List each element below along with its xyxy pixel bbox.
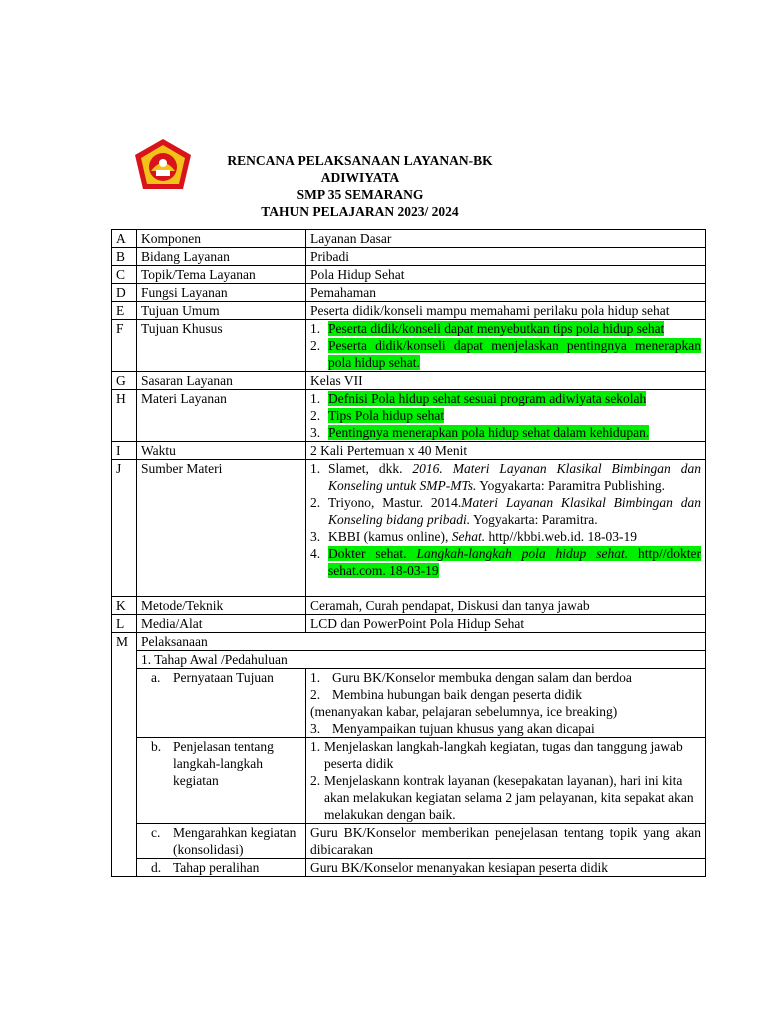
list-item: 3. Pentingnya menerapkan pola hidup sehat dalam kehidupan. xyxy=(310,425,650,440)
row-value: Layanan Dasar xyxy=(306,230,706,248)
row-label: Tujuan Khusus xyxy=(137,320,306,372)
reference-item: 1. Slamet, dkk. 2016. Materi Layanan Klasikal Bimbingan dan Konseling untuk SMP-MTs. Yogyakarta: Paramitra Publishing. xyxy=(310,461,701,493)
row-value: Pemahaman xyxy=(306,284,706,302)
header-school: SMP 35 SEMARANG xyxy=(296,187,424,202)
reference-item: 3. KBBI (kamus online), Sehat. http//kbbi.web.id. 18-03-19 xyxy=(310,529,637,544)
table-row xyxy=(112,266,706,284)
step-value: 1. Menjelaskan langkah-langkah kegiatan, tugas dan tanggung jawab peserta didik 2. Menjelaskann kontrak layanan (kesepakatan layanan), hari ini kita akan melakukan kegiatan selama 2 jam pelayanan, kita sepakat akan melakukan dengan baik. xyxy=(306,738,706,824)
table-row xyxy=(112,230,706,248)
row-key: L xyxy=(112,615,137,633)
step-label: d. Tahap peralihan xyxy=(137,859,306,877)
table-row xyxy=(112,390,706,442)
step-value: Guru BK/Konselor memberikan penejelasan tentang topik yang akan dibicarakan xyxy=(306,824,706,859)
row-label: Tujuan Umum xyxy=(137,302,306,320)
row-label: Fungsi Layanan xyxy=(137,284,306,302)
table-row xyxy=(112,615,706,633)
row-label: Materi Layanan xyxy=(137,390,306,442)
step-label: b. Penjelasan tentang langkah-langkah kegiatan xyxy=(137,738,306,824)
table-row xyxy=(112,669,706,738)
row-label: Waktu xyxy=(137,442,306,460)
row-label: Sasaran Layanan xyxy=(137,372,306,390)
reference-item: 4. Dokter sehat. Langkah-langkah pola hidup sehat. http//dokter sehat.com. 18-03-19 xyxy=(310,546,701,578)
row-value: Ceramah, Curah pendapat, Diskusi dan tanya jawab xyxy=(306,597,706,615)
row-value: Pribadi xyxy=(306,248,706,266)
row-label: Topik/Tema Layanan xyxy=(137,266,306,284)
list-item: 1. Defnisi Pola hidup sehat sesuai program adiwiyata sekolah xyxy=(310,391,647,406)
step-label: c. Mengarahkan kegiatan (konsolidasi) xyxy=(137,824,306,859)
document-header xyxy=(210,152,510,220)
row-value xyxy=(306,460,706,597)
row-label: Pelaksanaan xyxy=(137,633,706,651)
header-title: RENCANA PELAKSANAAN LAYANAN-BK ADIWIYATA xyxy=(227,153,493,185)
row-key: E xyxy=(112,302,137,320)
table-row xyxy=(112,302,706,320)
table-row xyxy=(112,460,706,597)
table-row xyxy=(112,633,706,651)
row-key: H xyxy=(112,390,137,442)
school-logo xyxy=(131,137,195,193)
row-key: M xyxy=(112,633,137,877)
row-value: Peserta didik/konseli mampu memahami perilaku pola hidup sehat xyxy=(306,302,706,320)
step-value: 1. Guru BK/Konselor membuka dengan salam dan berdoa 2. Membina hubungan baik dengan peserta didik (menanyakan kabar, pelajaran sebelumnya, ice breaking) 3. Menyampaikan tujuan khusus yang akan dicapai xyxy=(306,669,706,738)
table-row xyxy=(112,597,706,615)
table-row xyxy=(112,824,706,859)
stage-title: 1. Tahap Awal /Pedahuluan xyxy=(137,651,706,669)
row-key: J xyxy=(112,460,137,597)
row-key: B xyxy=(112,248,137,266)
step-value: Guru BK/Konselor menanyakan kesiapan peserta didik xyxy=(306,859,706,877)
list-item: 2. Tips Pola hidup sehat xyxy=(310,408,445,423)
row-value: Kelas VII xyxy=(306,372,706,390)
list-item: 2. Peserta didik/konseli dapat menjelaskan pentingnya menerapkan pola hidup sehat. xyxy=(310,338,701,370)
row-key: C xyxy=(112,266,137,284)
row-value: LCD dan PowerPoint Pola Hidup Sehat xyxy=(306,615,706,633)
row-label: Media/Alat xyxy=(137,615,306,633)
table-row xyxy=(112,738,706,824)
table-row xyxy=(112,442,706,460)
row-key: I xyxy=(112,442,137,460)
row-key: D xyxy=(112,284,137,302)
table-row xyxy=(112,372,706,390)
rpl-table xyxy=(111,229,706,877)
table-row xyxy=(112,248,706,266)
row-label: Sumber Materi xyxy=(137,460,306,597)
table-row xyxy=(112,284,706,302)
row-key: G xyxy=(112,372,137,390)
row-value xyxy=(306,390,706,442)
list-item: 1. Peserta didik/konseli dapat menyebutkan tips pola hidup sehat xyxy=(310,321,665,336)
row-key: F xyxy=(112,320,137,372)
row-label: Bidang Layanan xyxy=(137,248,306,266)
row-key: A xyxy=(112,230,137,248)
table-row xyxy=(112,859,706,877)
table-row xyxy=(112,651,706,669)
row-value: 2 Kali Pertemuan x 40 Menit xyxy=(306,442,706,460)
reference-item: 2. Triyono, Mastur. 2014.Materi Layanan Klasikal Bimbingan dan Konseling bidang pribadi. Yogyakarta: Paramitra. xyxy=(310,495,701,527)
row-value: Pola Hidup Sehat xyxy=(306,266,706,284)
row-label: Komponen xyxy=(137,230,306,248)
row-key: K xyxy=(112,597,137,615)
row-value xyxy=(306,320,706,372)
table-row xyxy=(112,320,706,372)
step-label: a. Pernyataan Tujuan xyxy=(137,669,306,738)
header-year: TAHUN PELAJARAN 2023/ 2024 xyxy=(261,204,459,219)
row-label: Metode/Teknik xyxy=(137,597,306,615)
